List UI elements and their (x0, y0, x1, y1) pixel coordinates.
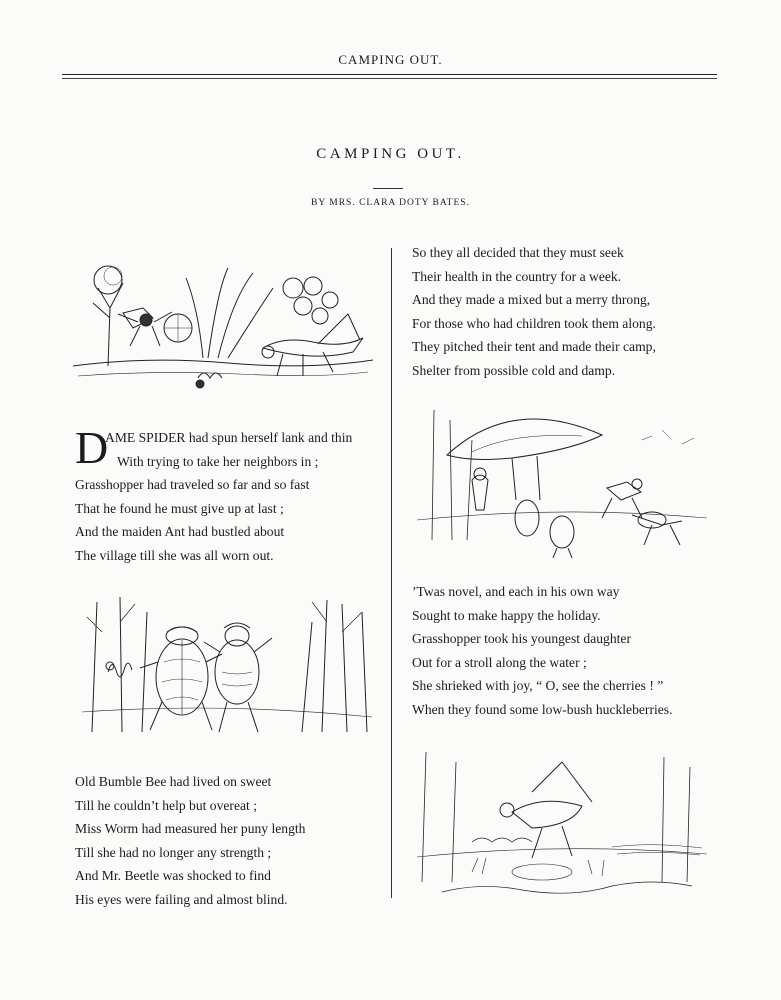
running-head: CAMPING OUT. (338, 52, 443, 67)
stanza-1 (75, 422, 353, 568)
poem-line: Miss Worm had measured her puny length (75, 821, 306, 837)
poem-line: Till she had no longer any strength ; (75, 844, 272, 860)
poem-line: Till he couldn’t help but overeat ; (75, 797, 257, 813)
illustration-grasshopper-stroll (412, 742, 710, 897)
poem-line: And Mr. Beetle was shocked to find (75, 868, 271, 884)
poem-line: For those who had children took them along. (412, 315, 656, 331)
poem-line: Old Bumble Bee had lived on sweet (75, 774, 272, 789)
header-rule (62, 74, 717, 75)
poem-line: Out for a stroll along the water ; (412, 654, 587, 670)
poem-line: That he found he must give up at last ; (75, 500, 284, 516)
drop-cap: D (75, 422, 109, 473)
poem-line: Grasshopper had traveled so far and so fast (75, 477, 310, 493)
column-divider (391, 248, 392, 898)
poem-line: ’Twas novel, and each in his own way (412, 584, 620, 599)
poem-line: The village till she was all worn out. (75, 547, 274, 563)
poem-line: So they all decided that they must seek (412, 245, 624, 260)
illustration-beetle-bee-woods (72, 592, 378, 742)
stanza-4 (412, 580, 672, 722)
poem-line: With trying to take her neighbors in ; (117, 453, 319, 469)
poem-line: AME SPIDER had spun herself lank and thin (105, 430, 353, 445)
poem-line: His eyes were failing and almost blind. (75, 891, 288, 907)
illustration-spider-grasshopper (68, 248, 380, 398)
poem-line: Sought to make happy the holiday. (412, 607, 601, 623)
poem-line: When they found some low-bush huckleberries. (412, 701, 673, 717)
poem-byline: BY MRS. CLARA DOTY BATES. (311, 198, 470, 208)
poem-line: Their health in the country for a week. (412, 268, 622, 284)
poem-line: And the maiden Ant had bustled about (75, 524, 285, 540)
header-rule-thin (62, 78, 717, 79)
poem-line: She shrieked with joy, “ O, see the cherries ! ” (412, 678, 664, 694)
byline-rule (373, 188, 403, 189)
poem-line: They pitched their tent and made their camp, (412, 339, 656, 355)
illustration-mushroom-camp (412, 400, 712, 558)
stanza-2 (75, 770, 305, 912)
poem-title: CAMPING OUT. (316, 146, 465, 162)
poem-line: And they made a mixed but a merry throng, (412, 292, 651, 308)
poem-line: Shelter from possible cold and damp. (412, 362, 616, 378)
poem-line: Grasshopper took his youngest daughter (412, 631, 631, 647)
stanza-3 (412, 241, 656, 383)
